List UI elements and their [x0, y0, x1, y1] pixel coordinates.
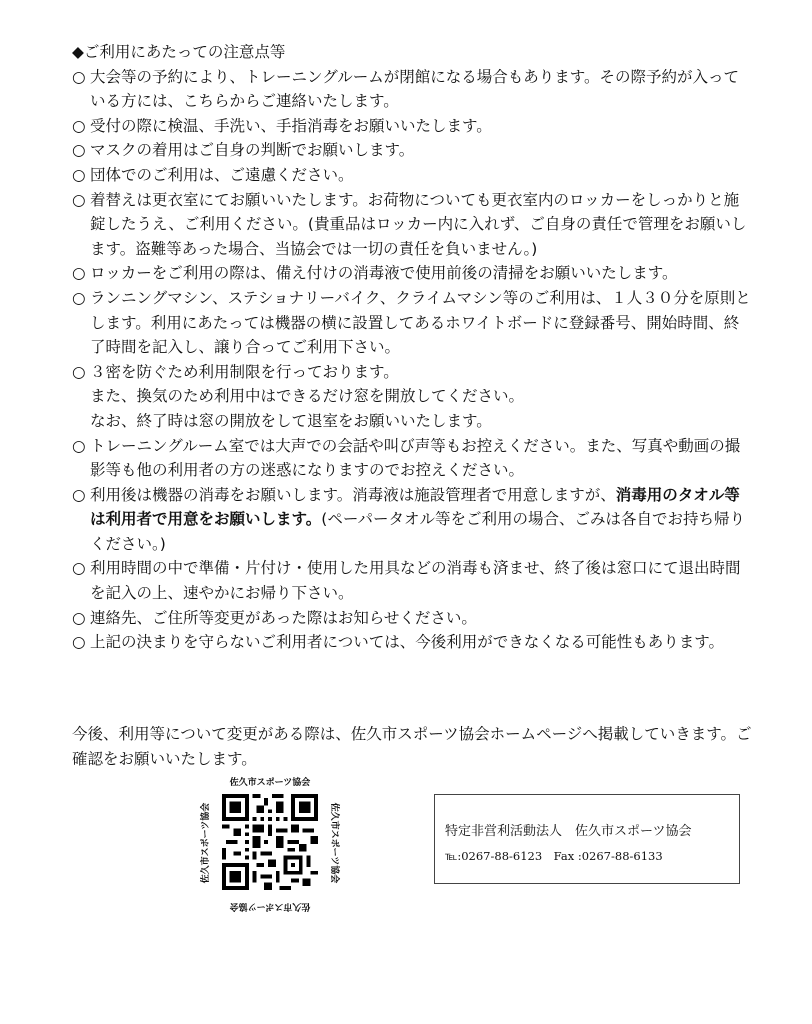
notes-section: [72, 40, 752, 655]
notes-heading: ◆ご利用にあたっての注意点等: [72, 43, 286, 61]
three-c-line: また、換気のため利用中はできるだけ窓を開放してください。: [90, 387, 525, 406]
rule-text: 団体でのご利用は、ご遠慮ください。: [90, 165, 354, 184]
rule-item: [72, 261, 752, 286]
bullet-mark: ○: [72, 633, 86, 652]
bullet-mark: ○: [72, 141, 86, 160]
rule-item: [72, 286, 752, 360]
rule-text: マスクの着用はご自身の判断でお願いします。: [90, 141, 415, 160]
rule-item: [72, 434, 752, 483]
qr-code-icon[interactable]: [222, 794, 318, 890]
bullet-mark: ○: [72, 288, 86, 307]
rule-text: 大会等の予約により、トレーニングルームが閉館になる場合もあります。その際予約が入っている方には、こちらからご連絡いたします。: [90, 67, 739, 111]
rule-item: [72, 138, 752, 163]
phone-fax-line: ℡:0267-88-6123 Fax :0267-88-6133: [445, 849, 663, 863]
rule-text: トレーニングルーム室では大声での会話や叫び声等もお控えください。また、写真や動画の撮影等も他の利用者の方の迷惑になりますのでお控えください。: [90, 436, 741, 480]
rule-item: [72, 630, 752, 655]
three-c-line: ３密を防ぐため利用制限を行っております。: [90, 362, 399, 381]
rule-item: [72, 65, 752, 114]
bullet-mark: ○: [72, 608, 86, 627]
bullet-mark: ○: [72, 436, 86, 455]
organization-name: 特定非営利活動法人 佐久市スポーツ協会: [445, 824, 692, 839]
rule-text: 受付の際に検温、手洗い、手指消毒をお願いいたします。: [90, 116, 492, 135]
closing-paragraph: 今後、利用等について変更がある際は、佐久市スポーツ協会ホームページへ掲載していきます。ご確認をお願いいたします。: [72, 725, 752, 768]
rule-item: [72, 556, 752, 605]
rule-text: ロッカーをご利用の際は、備え付けの消毒液で使用前後の清掃をお願いいたします。: [90, 264, 678, 283]
bullet-mark: ○: [72, 362, 86, 381]
disinfect-bold-text: 消毒用のタオル等は利用者で用意をお願いします。: [90, 485, 740, 529]
rule-text: 連絡先、ご住所等変更があった際はお知らせください。: [90, 608, 477, 627]
qr-block: [200, 778, 340, 914]
disinfect-note: (ペーパータオル等をご利用の場合、ごみは各自でお持ち帰りください。): [90, 510, 746, 553]
bullet-mark: ○: [72, 264, 86, 283]
qr-label-bottom: 佐久市スポーツ協会: [229, 901, 311, 911]
rule-text: 利用時間の中で準備・片付け・使用した用具などの消毒も済ませ、終了後は窓口にて退出時間を記入の上、速やかにお帰り下さい。: [90, 559, 741, 603]
rule-text: 着替えは更衣室にてお願いいたします。お荷物についても更衣室内のロッカーをしっかりと施錠したうえ、ご利用ください。(貴重品はロッカー内に入れず、ご自身の責任で管理をお願いします。盗難等あった場合、当協会では一切の責任を負いません。): [90, 190, 747, 258]
rule-item: [72, 163, 752, 188]
qr-label-top: 佐久市スポーツ協会: [229, 778, 311, 788]
bullet-mark: ○: [72, 116, 86, 135]
rule-item-three-c: [72, 360, 752, 434]
rule-item: [72, 188, 752, 262]
rule-item-disinfect: [72, 483, 752, 557]
qr-label-right: 佐久市スポーツ協会: [329, 802, 339, 884]
bullet-mark: ○: [72, 190, 86, 209]
bullet-mark: ○: [72, 67, 86, 86]
disinfect-text: 利用後は機器の消毒をお願いします。消毒液は施設管理者で用意しますが、: [90, 485, 616, 504]
rule-item: [72, 114, 752, 139]
rule-text: ランニングマシン、ステショナリーバイク、クライムマシン等のご利用は、１人３０分を原則とします。利用にあたっては機器の横に設置してあるホワイトボードに登録番号、開始時間、終了時間を記入し、譲り合ってご利用下さい。: [90, 288, 751, 357]
bullet-mark: ○: [72, 165, 86, 184]
bullet-mark: ○: [72, 559, 86, 578]
rule-text: 上記の決まりを守らないご利用者については、今後利用ができなくなる可能性もあります。: [90, 633, 724, 652]
three-c-line: なお、終了時は窓の開放をして退室をお願いいたします。: [90, 411, 492, 430]
contact-info-box: [434, 794, 740, 884]
bullet-mark: ○: [72, 485, 86, 504]
qr-label-left: 佐久市スポーツ協会: [201, 802, 211, 884]
rule-item: [72, 606, 752, 631]
